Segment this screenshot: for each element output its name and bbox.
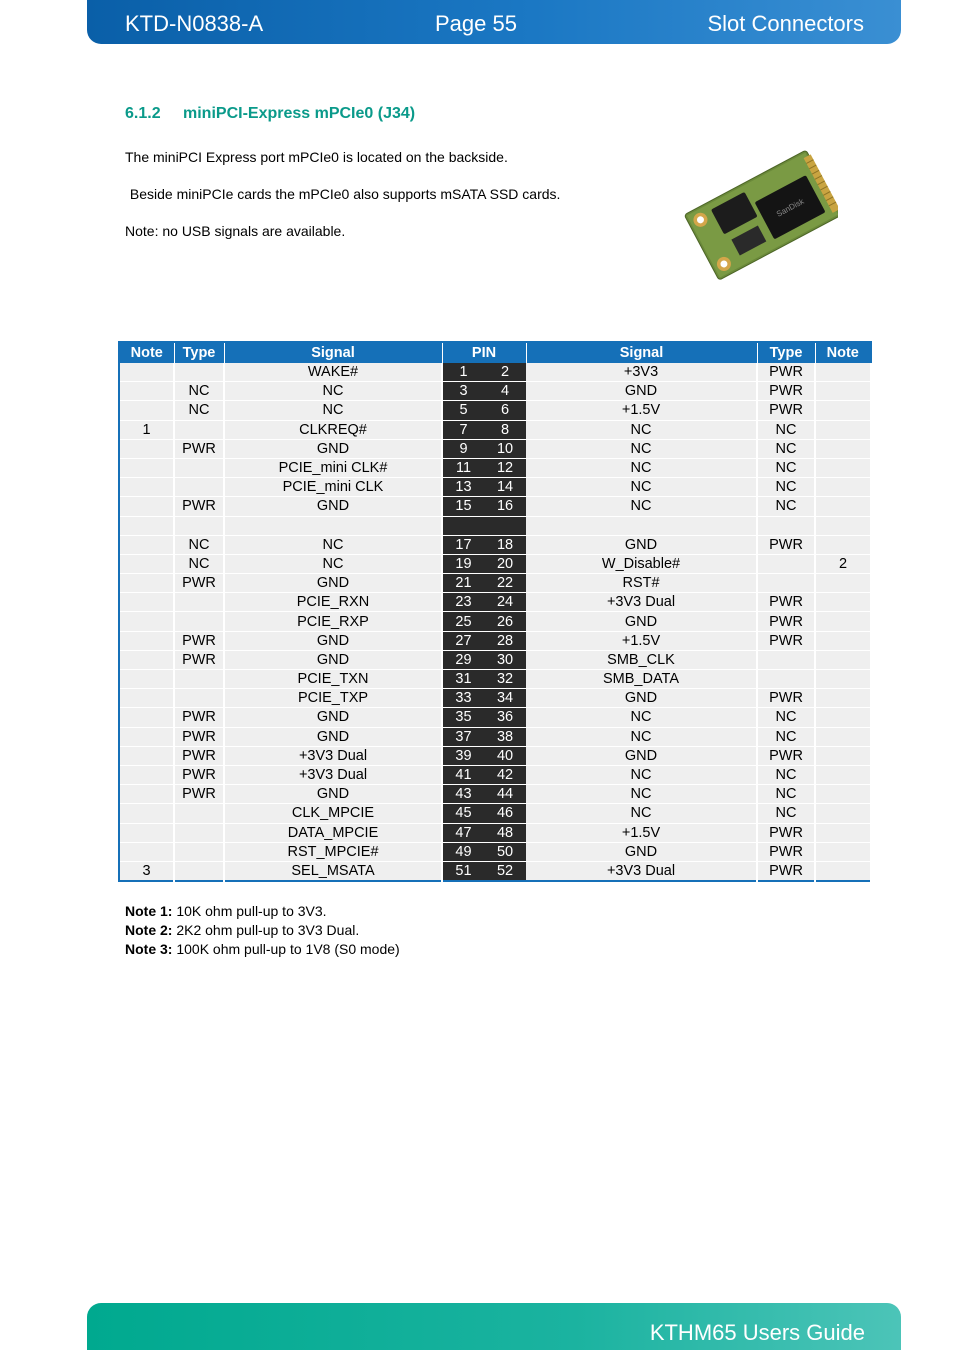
- cell-type-right: PWR: [757, 823, 815, 842]
- cell-pin-right: 36: [484, 708, 526, 727]
- table-row: [119, 650, 871, 669]
- cell-type-right: PWR: [757, 363, 815, 382]
- note-3: Note 3: 100K ohm pull-up to 1V8 (S0 mode): [125, 941, 400, 957]
- cell-signal-right: SMB_DATA: [526, 670, 757, 689]
- cell-pin-left: 3: [442, 382, 484, 401]
- cell-type-left: [174, 420, 224, 439]
- cell-note-right: [815, 612, 871, 631]
- cell-type-right: [757, 516, 815, 535]
- cell-note-left: [119, 689, 174, 708]
- cell-type-left: PWR: [174, 746, 224, 765]
- cell-type-left: [174, 861, 224, 881]
- cell-type-left: PWR: [174, 497, 224, 516]
- cell-pin-left: 27: [442, 631, 484, 650]
- cell-pin-right: 8: [484, 420, 526, 439]
- cell-pin-right: 34: [484, 689, 526, 708]
- cell-signal-right: GND: [526, 612, 757, 631]
- cell-type-right: PWR: [757, 401, 815, 420]
- cell-note-left: [119, 401, 174, 420]
- cell-type-left: PWR: [174, 631, 224, 650]
- header-note-right: Note: [815, 342, 871, 363]
- cell-signal-left: GND: [224, 574, 442, 593]
- header-type-left: Type: [174, 342, 224, 363]
- section-number: 6.1.2: [125, 105, 161, 122]
- cell-pin-right: 48: [484, 823, 526, 842]
- cell-note-left: [119, 458, 174, 477]
- cell-pin-left: 17: [442, 535, 484, 554]
- cell-type-left: [174, 842, 224, 861]
- cell-signal-right: +3V3: [526, 363, 757, 382]
- cell-pin-left: 25: [442, 612, 484, 631]
- cell-signal-left: GND: [224, 631, 442, 650]
- paragraph-usb-note: Note: no USB signals are available.: [125, 223, 346, 239]
- cell-pin-right: 14: [484, 478, 526, 497]
- cell-note-left: [119, 765, 174, 784]
- cell-pin-right: 32: [484, 670, 526, 689]
- cell-note-right: [815, 823, 871, 842]
- header-note-left: Note: [119, 342, 174, 363]
- cell-type-right: [757, 574, 815, 593]
- cell-signal-left: PCIE_TXP: [224, 689, 442, 708]
- cell-pin-right: 38: [484, 727, 526, 746]
- paragraph-location: The miniPCI Express port mPCIe0 is located on the backside.: [125, 149, 508, 165]
- cell-pin-right: 10: [484, 439, 526, 458]
- cell-pin-right: 24: [484, 593, 526, 612]
- cell-pin-left: [442, 516, 484, 535]
- cell-type-left: NC: [174, 535, 224, 554]
- table-row: [119, 746, 871, 765]
- cell-signal-left: GND: [224, 727, 442, 746]
- cell-signal-left: GND: [224, 439, 442, 458]
- cell-type-right: PWR: [757, 612, 815, 631]
- cell-pin-left: 35: [442, 708, 484, 727]
- cell-type-left: NC: [174, 382, 224, 401]
- cell-pin-right: 6: [484, 401, 526, 420]
- cell-signal-right: +3V3 Dual: [526, 593, 757, 612]
- cell-signal-left: PCIE_mini CLK: [224, 478, 442, 497]
- cell-type-right: PWR: [757, 861, 815, 881]
- cell-type-right: NC: [757, 458, 815, 477]
- table-row: [119, 689, 871, 708]
- cell-note-right: [815, 765, 871, 784]
- table-row: [119, 631, 871, 650]
- page-footer: [87, 1303, 901, 1350]
- cell-type-left: PWR: [174, 785, 224, 804]
- cell-pin-left: 39: [442, 746, 484, 765]
- table-row: [119, 823, 871, 842]
- cell-type-left: PWR: [174, 650, 224, 669]
- cell-note-left: 1: [119, 420, 174, 439]
- cell-pin-left: 13: [442, 478, 484, 497]
- cell-signal-left: WAKE#: [224, 363, 442, 382]
- cell-signal-right: GND: [526, 382, 757, 401]
- cell-note-left: [119, 593, 174, 612]
- cell-pin-right: 22: [484, 574, 526, 593]
- cell-pin-left: 7: [442, 420, 484, 439]
- cell-signal-right: GND: [526, 689, 757, 708]
- header-signal-right: Signal: [526, 342, 757, 363]
- cell-pin-right: 18: [484, 535, 526, 554]
- header-type-right: Type: [757, 342, 815, 363]
- cell-pin-left: 29: [442, 650, 484, 669]
- cell-note-left: [119, 842, 174, 861]
- cell-note-left: [119, 516, 174, 535]
- cell-note-left: [119, 363, 174, 382]
- cell-note-left: [119, 804, 174, 823]
- cell-signal-left: NC: [224, 535, 442, 554]
- cell-note-right: [815, 535, 871, 554]
- table-row: [119, 458, 871, 477]
- table-row: [119, 535, 871, 554]
- page-header: [87, 0, 901, 44]
- cell-signal-right: GND: [526, 842, 757, 861]
- cell-signal-left: GND: [224, 497, 442, 516]
- table-row: [119, 554, 871, 573]
- cell-signal-left: NC: [224, 382, 442, 401]
- cell-signal-left: GND: [224, 650, 442, 669]
- cell-signal-left: PCIE_TXN: [224, 670, 442, 689]
- document-id: KTD-N0838-A: [125, 11, 264, 36]
- cell-pin-left: 5: [442, 401, 484, 420]
- cell-note-right: [815, 420, 871, 439]
- cell-type-left: [174, 670, 224, 689]
- cell-signal-left: PCIE_mini CLK#: [224, 458, 442, 477]
- cell-pin-right: 42: [484, 765, 526, 784]
- table-row: [119, 785, 871, 804]
- table-row: [119, 363, 871, 382]
- cell-signal-right: NC: [526, 420, 757, 439]
- table-row: [119, 727, 871, 746]
- cell-signal-right: +1.5V: [526, 631, 757, 650]
- header-pin: PIN: [442, 342, 526, 363]
- cell-type-right: NC: [757, 439, 815, 458]
- cell-note-left: [119, 708, 174, 727]
- cell-note-left: [119, 497, 174, 516]
- cell-type-left: NC: [174, 554, 224, 573]
- cell-signal-right: NC: [526, 727, 757, 746]
- cell-note-right: [815, 689, 871, 708]
- cell-note-right: [815, 458, 871, 477]
- cell-signal-left: PCIE_RXN: [224, 593, 442, 612]
- cell-pin-right: 16: [484, 497, 526, 516]
- cell-pin-right: 30: [484, 650, 526, 669]
- cell-pin-left: 41: [442, 765, 484, 784]
- table-header-row: [119, 342, 871, 363]
- cell-pin-left: 11: [442, 458, 484, 477]
- cell-signal-right: +1.5V: [526, 401, 757, 420]
- cell-type-right: NC: [757, 727, 815, 746]
- cell-signal-left: GND: [224, 785, 442, 804]
- cell-note-right: [815, 516, 871, 535]
- cell-signal-left: NC: [224, 401, 442, 420]
- cell-signal-right: GND: [526, 535, 757, 554]
- cell-type-right: NC: [757, 708, 815, 727]
- cell-signal-right: W_Disable#: [526, 554, 757, 573]
- cell-note-right: [815, 574, 871, 593]
- cell-note-right: [815, 727, 871, 746]
- cell-signal-left: +3V3 Dual: [224, 765, 442, 784]
- card-brand-text: SanDisk: [774, 196, 806, 219]
- table-row: [119, 497, 871, 516]
- cell-type-left: PWR: [174, 574, 224, 593]
- cell-signal-left: GND: [224, 708, 442, 727]
- cell-type-left: PWR: [174, 708, 224, 727]
- cell-type-left: PWR: [174, 439, 224, 458]
- cell-type-left: [174, 516, 224, 535]
- cell-signal-right: RST#: [526, 574, 757, 593]
- section-title: miniPCI-Express mPCIe0 (J34): [183, 105, 416, 122]
- cell-signal-right: SMB_CLK: [526, 650, 757, 669]
- cell-note-right: [815, 363, 871, 382]
- cell-signal-left: SEL_MSATA: [224, 861, 442, 881]
- cell-signal-left: [224, 516, 442, 535]
- cell-pin-left: 49: [442, 842, 484, 861]
- cell-pin-left: 19: [442, 554, 484, 573]
- cell-note-right: [815, 861, 871, 881]
- cell-signal-right: +1.5V: [526, 823, 757, 842]
- cell-note-left: [119, 612, 174, 631]
- cell-type-right: [757, 670, 815, 689]
- table-row: [119, 593, 871, 612]
- cell-pin-left: 1: [442, 363, 484, 382]
- section-heading: [125, 105, 415, 123]
- cell-signal-right: NC: [526, 478, 757, 497]
- cell-signal-left: CLKREQ#: [224, 420, 442, 439]
- cell-type-right: NC: [757, 765, 815, 784]
- cell-pin-left: 45: [442, 804, 484, 823]
- cell-note-left: 3: [119, 861, 174, 881]
- cell-pin-right: 52: [484, 861, 526, 881]
- cell-pin-right: [484, 516, 526, 535]
- cell-type-right: PWR: [757, 689, 815, 708]
- cell-note-left: [119, 554, 174, 573]
- cell-signal-left: PCIE_RXP: [224, 612, 442, 631]
- cell-type-right: PWR: [757, 593, 815, 612]
- cell-signal-left: DATA_MPCIE: [224, 823, 442, 842]
- table-row: [119, 708, 871, 727]
- cell-pin-left: 33: [442, 689, 484, 708]
- notes-block: [125, 902, 400, 959]
- table-row: [119, 765, 871, 784]
- cell-type-right: NC: [757, 785, 815, 804]
- cell-note-right: [815, 650, 871, 669]
- note-1: Note 1: 10K ohm pull-up to 3V3.: [125, 903, 327, 919]
- cell-pin-left: 23: [442, 593, 484, 612]
- cell-pin-right: 12: [484, 458, 526, 477]
- cell-type-right: NC: [757, 804, 815, 823]
- cell-note-left: [119, 631, 174, 650]
- cell-note-right: [815, 631, 871, 650]
- table-row: [119, 420, 871, 439]
- cell-pin-left: 21: [442, 574, 484, 593]
- cell-signal-right: [526, 516, 757, 535]
- cell-type-left: NC: [174, 401, 224, 420]
- cell-pin-left: 15: [442, 497, 484, 516]
- cell-note-left: [119, 478, 174, 497]
- cell-note-left: [119, 727, 174, 746]
- cell-note-right: [815, 746, 871, 765]
- cell-note-left: [119, 670, 174, 689]
- cell-signal-right: +3V3 Dual: [526, 861, 757, 881]
- table-row: [119, 401, 871, 420]
- cell-note-right: [815, 497, 871, 516]
- cell-signal-left: CLK_MPCIE: [224, 804, 442, 823]
- cell-signal-left: +3V3 Dual: [224, 746, 442, 765]
- cell-note-right: [815, 593, 871, 612]
- cell-type-right: PWR: [757, 535, 815, 554]
- cell-signal-left: RST_MPCIE#: [224, 842, 442, 861]
- cell-pin-right: 40: [484, 746, 526, 765]
- cell-type-left: [174, 593, 224, 612]
- cell-signal-right: NC: [526, 439, 757, 458]
- cell-signal-right: GND: [526, 746, 757, 765]
- cell-type-left: [174, 363, 224, 382]
- table-row: [119, 478, 871, 497]
- cell-note-right: [815, 804, 871, 823]
- pinout-table: [118, 341, 872, 882]
- cell-type-right: NC: [757, 478, 815, 497]
- cell-note-right: [815, 785, 871, 804]
- cell-pin-right: 44: [484, 785, 526, 804]
- cell-note-right: [815, 401, 871, 420]
- cell-pin-right: 46: [484, 804, 526, 823]
- cell-signal-left: NC: [224, 554, 442, 573]
- cell-note-right: 2: [815, 554, 871, 573]
- cell-pin-left: 31: [442, 670, 484, 689]
- cell-type-right: PWR: [757, 842, 815, 861]
- cell-pin-left: 47: [442, 823, 484, 842]
- table-row: [119, 439, 871, 458]
- cell-note-left: [119, 382, 174, 401]
- cell-type-right: PWR: [757, 631, 815, 650]
- cell-note-left: [119, 650, 174, 669]
- table-body: [119, 363, 871, 881]
- table-row: [119, 670, 871, 689]
- cell-signal-right: NC: [526, 765, 757, 784]
- cell-pin-right: 26: [484, 612, 526, 631]
- cell-note-right: [815, 670, 871, 689]
- table-row: [119, 861, 871, 881]
- guide-title: KTHM65 Users Guide: [649, 1320, 865, 1345]
- page-number: Page 55: [435, 11, 517, 36]
- cell-type-left: PWR: [174, 727, 224, 746]
- cell-type-right: NC: [757, 420, 815, 439]
- cell-type-left: [174, 478, 224, 497]
- cell-pin-left: 37: [442, 727, 484, 746]
- cell-note-left: [119, 535, 174, 554]
- cell-pin-left: 51: [442, 861, 484, 881]
- cell-pin-right: 50: [484, 842, 526, 861]
- cell-type-right: [757, 554, 815, 573]
- cell-signal-right: NC: [526, 785, 757, 804]
- table-row: [119, 612, 871, 631]
- table-row: [119, 842, 871, 861]
- cell-signal-right: NC: [526, 497, 757, 516]
- cell-type-left: [174, 823, 224, 842]
- note-2: Note 2: 2K2 ohm pull-up to 3V3 Dual.: [125, 922, 360, 938]
- cell-note-right: [815, 708, 871, 727]
- msata-card-image: [678, 140, 838, 286]
- cell-note-left: [119, 439, 174, 458]
- cell-pin-right: 20: [484, 554, 526, 573]
- table-row: [119, 516, 871, 535]
- cell-pin-left: 9: [442, 439, 484, 458]
- cell-signal-right: NC: [526, 804, 757, 823]
- cell-type-right: NC: [757, 497, 815, 516]
- cell-pin-right: 28: [484, 631, 526, 650]
- cell-note-left: [119, 823, 174, 842]
- cell-note-left: [119, 574, 174, 593]
- cell-note-left: [119, 785, 174, 804]
- cell-signal-right: NC: [526, 708, 757, 727]
- cell-type-right: PWR: [757, 746, 815, 765]
- cell-note-left: [119, 746, 174, 765]
- cell-note-right: [815, 842, 871, 861]
- header-signal-left: Signal: [224, 342, 442, 363]
- table-row: [119, 382, 871, 401]
- cell-type-left: [174, 458, 224, 477]
- table-row: [119, 804, 871, 823]
- chapter-title: Slot Connectors: [707, 11, 864, 36]
- cell-note-right: [815, 382, 871, 401]
- paragraph-msata: Beside miniPCIe cards the mPCIe0 also supports mSATA SSD cards.: [126, 186, 561, 202]
- cell-pin-right: 2: [484, 363, 526, 382]
- cell-type-left: [174, 612, 224, 631]
- cell-type-left: [174, 804, 224, 823]
- cell-note-right: [815, 478, 871, 497]
- cell-pin-left: 43: [442, 785, 484, 804]
- cell-type-right: [757, 650, 815, 669]
- cell-note-right: [815, 439, 871, 458]
- cell-type-right: PWR: [757, 382, 815, 401]
- cell-signal-right: NC: [526, 458, 757, 477]
- cell-type-left: [174, 689, 224, 708]
- cell-type-left: PWR: [174, 765, 224, 784]
- cell-pin-right: 4: [484, 382, 526, 401]
- table-row: [119, 574, 871, 593]
